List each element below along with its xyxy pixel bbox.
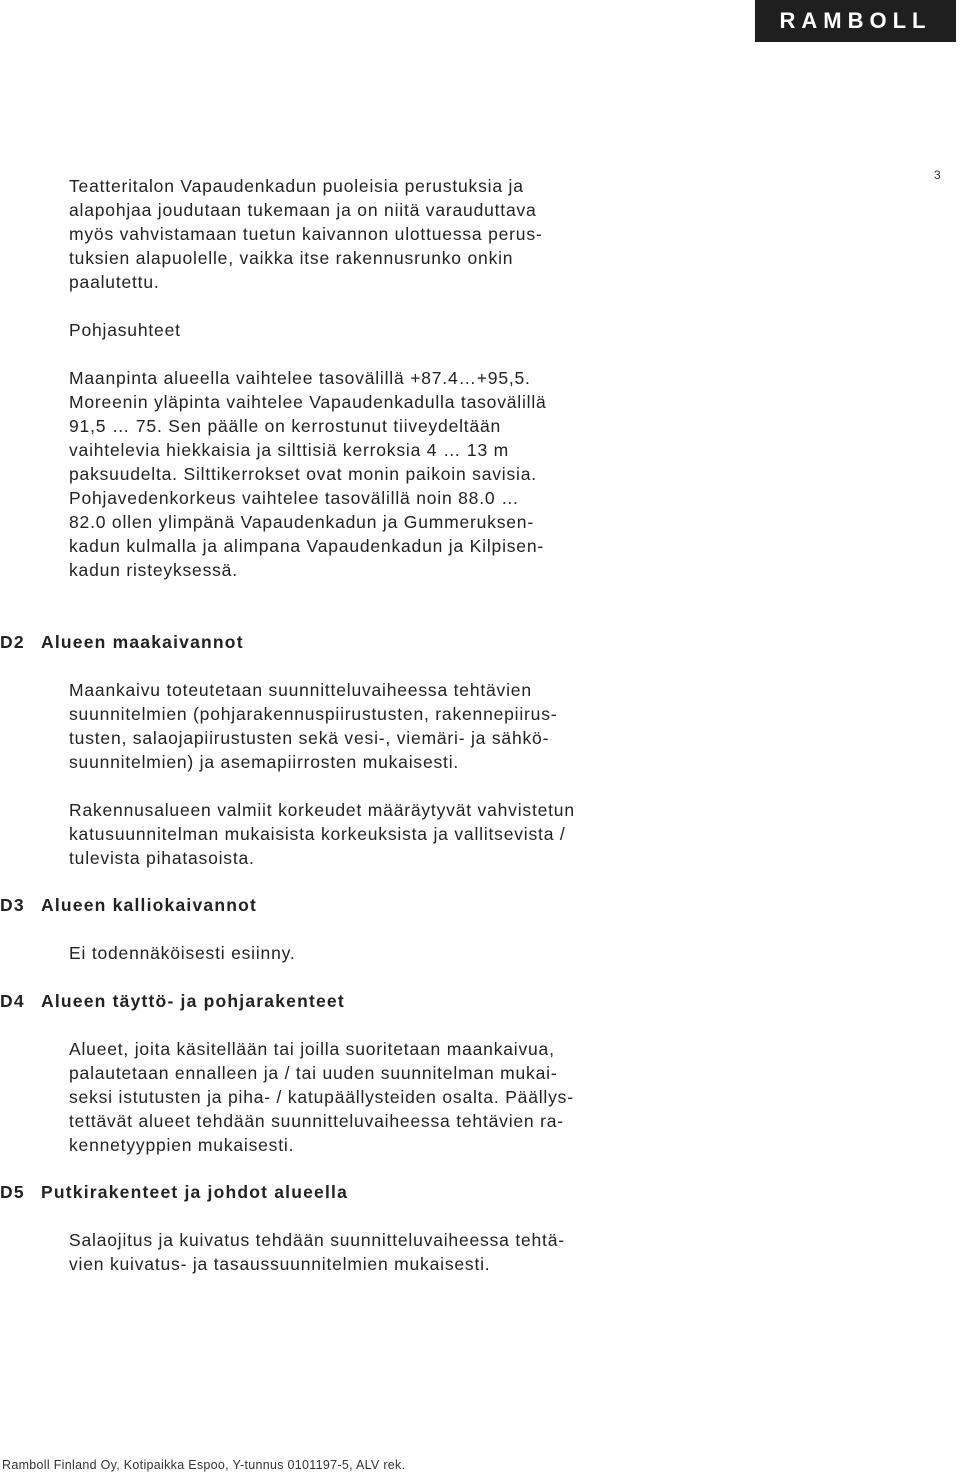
section-title: Alueen täyttö- ja pohjarakenteet: [41, 991, 345, 1011]
section-code: D2: [0, 632, 25, 652]
section-code: D3: [0, 895, 25, 915]
d4-paragraph-1: Alueet, joita käsitellään tai joilla suoritetaan maankaivua, palautetaan ennalleen ja / tai uuden suunnitelman mukai- seksi istutusten ja piha- / katupäällysteiden osalta. Päällys- tettävät alueet tehdään suunnitteluvaiheessa tehtävien ra- kennetyyppien mukaisesti.: [69, 1039, 574, 1155]
d3-paragraph-1: Ei todennäköisesti esiinny.: [69, 943, 296, 963]
section-title: Alueen kalliokaivannot: [41, 895, 258, 915]
soil-conditions-paragraph: Maanpinta alueella vaihtelee tasovälillä +87.4…+95,5. Moreenin yläpinta vaihtelee Vapaudenkadulla tasovälillä 91,5 … 75. Sen päälle on kerrostunut tiiveydeltään vaihtelevia hiekkaisia ja silttisiä kerroksia 4 … 13 m paksuudelta. Silttikerrokset ovat monin paikoin savisia. Pohjavedenkorkeus vaihtelee tasovälillä noin 88.0 … 82.0 ollen ylimpänä Vapaudenkadun ja Gummeruksen- kadun kulmalla ja alimpana Vapaudenkadun ja Kilpisen- kadun risteyksessä.: [69, 368, 547, 580]
section-heading-d3: [0, 893, 257, 917]
footer-company-info: Ramboll Finland Oy, Kotipaikka Espoo, Y-tunnus 0101197-5, ALV rek.: [2, 1458, 406, 1472]
logo-text: RAMBOLL: [779, 8, 932, 33]
section-heading-d2: [0, 630, 244, 654]
section-title: Putkirakenteet ja johdot alueella: [41, 1182, 349, 1202]
intro-paragraph: Teatteritalon Vapaudenkadun puoleisia perustuksia ja alapohjaa joudutaan tukemaan ja on niitä varauduttava myös vahvistamaan tuetun kaivannon ulottuessa perus- tuksien alapuolelle, vaikka itse rakennusrunko onkin paalutettu.: [69, 176, 543, 292]
d5-paragraph-1: Salaojitus ja kuivatus tehdään suunnitteluvaiheessa tehtä- vien kuivatus- ja tasaussuunnitelmien mukaisesti.: [69, 1230, 565, 1274]
section-code: D4: [0, 991, 25, 1011]
d2-paragraph-1: Maankaivu toteutetaan suunnitteluvaiheessa tehtävien suunnitelmien (pohjarakennuspiirustusten, rakennepiirus- tusten, salaojapiirustusten sekä vesi-, viemäri- ja sähkö- suunnitelmien) ja asemapiirrosten mukaisesti.: [69, 680, 558, 772]
page-number: 3: [934, 168, 941, 182]
section-code: D5: [0, 1182, 25, 1202]
ramboll-logo: [755, 0, 956, 42]
section-heading-d4: [0, 989, 345, 1013]
section-heading-d5: [0, 1180, 348, 1204]
soil-conditions-title: Pohjasuhteet: [69, 320, 181, 340]
d2-paragraph-2: Rakennusalueen valmiit korkeudet määräytyvät vahvistetun katusuunnitelman mukaisista korkeuksista ja vallitsevista / tulevista pihatasoista.: [69, 800, 575, 868]
section-title: Alueen maakaivannot: [41, 632, 244, 652]
